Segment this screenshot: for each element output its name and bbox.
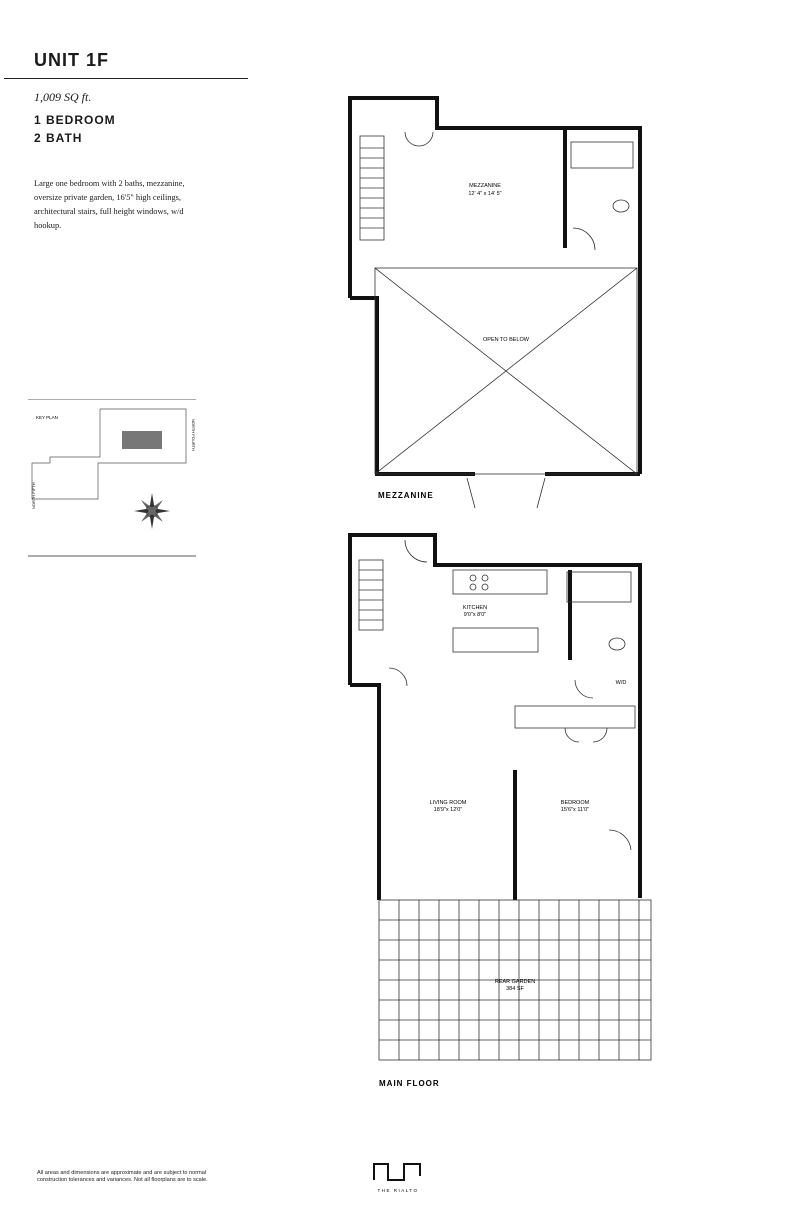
compass-icon [134,493,170,529]
garden-area: 384 SF [506,986,524,992]
mezzanine-toilet [613,200,629,212]
key-plan-street-west: NORTH FIFTH [31,482,36,509]
mezzanine-floor-label: MEZZANINE [378,491,434,500]
brand-name: THE RIALTO [377,1188,419,1193]
unit-rooms [34,111,116,147]
bedroom-name: BEDROOM [560,800,590,806]
key-plan [28,399,196,557]
living-room-dims: 18'9"x 12'0" [433,807,463,813]
entry-door [405,540,427,562]
key-plan-label: KEY PLAN [36,415,58,420]
bedroom-dims: 15'6"x 11'0" [560,807,590,813]
mezzanine-bath-door [573,228,595,250]
mezzanine-room-dims: 12' 4" x 14' 5" [468,191,502,197]
mezzanine-room-name: MEZZANINE [469,183,501,189]
wd-label: W/D [615,680,627,686]
main-stair [359,560,383,630]
garden-name: REAR GARDEN [494,979,536,985]
kitchen-island [453,628,538,652]
kitchen-dims: 9'0"x 8'0" [463,612,487,618]
bath-toilet [609,638,625,650]
key-plan-unit-highlight [122,431,162,449]
kitchen-name: KITCHEN [462,605,488,611]
unit-bedrooms: 1 BEDROOM [34,113,116,127]
unit-baths: 2 BATH [34,131,83,145]
main-floor-plan [345,530,665,1095]
unit-description: Large one bedroom with 2 baths, mezzanine, oversize private garden, 16'5" high ceilings, architectural stairs, full height windows, w/d hookup. [34,179,185,230]
living-room-name: LIVING ROOM [429,800,467,806]
bath-tub [567,572,631,602]
unit-title: UNIT 1F [34,50,110,70]
main-floor-label: MAIN FLOOR [379,1079,440,1088]
open-to-below-label: OPEN TO BELOW [483,337,529,343]
mezzanine-tub [571,142,633,168]
unit-sqft: 1,009 SQ ft. [34,90,92,104]
mezzanine-plan [345,88,645,520]
rialto-logo [370,1160,426,1196]
title-divider [4,78,248,79]
kitchen-counter [453,570,547,594]
mezzanine-stair [360,148,384,228]
footer-disclaimer: All areas and dimensions are approximate and are subject to normal construction tolerances and variances. Not all floorplans are to scale. [37,1170,208,1183]
key-plan-street-east: NORTH FOURTH [191,419,196,451]
